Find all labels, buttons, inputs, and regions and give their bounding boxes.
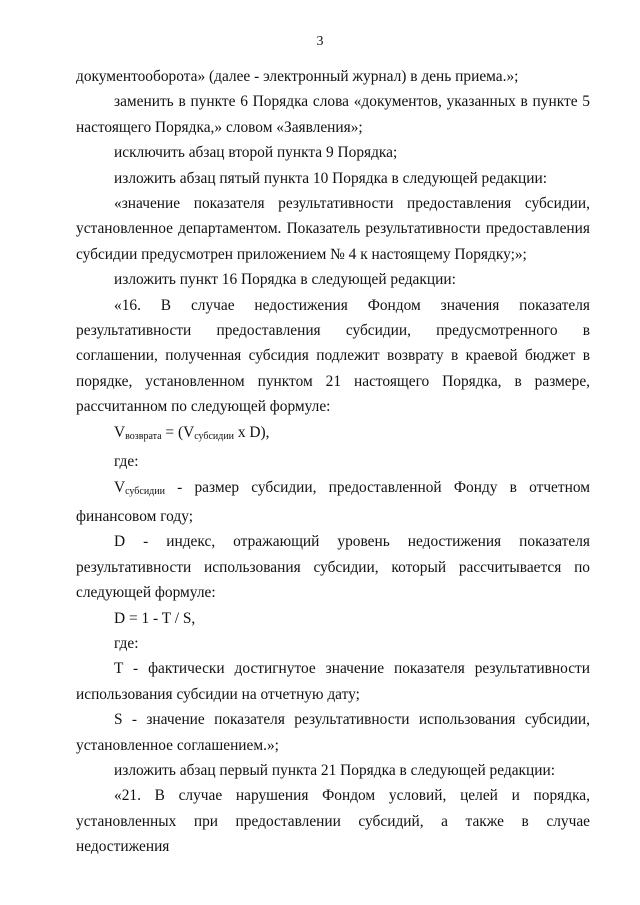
paragraph: «значение показателя результативности предоставления субсидии, установленное департаментом. Показатель результативности предоставления субсидии предусмотрен приложением № 4 к настоящему Порядку;»; [76, 195, 590, 263]
paragraph: заменить в пункте 6 Порядка слова «документов, указанных в пункте 5 настоящего Порядка,» словом «Заявления»; [76, 93, 590, 136]
paragraph: «16. В случае недостижения Фондом значения показателя результативности предоставления субсидии, предусмотренного в соглашении, полученная субсидия подлежит возврату в краевой бюджет в порядке, установленном пунктом 21 настоящего Порядка, в размере, рассчитанном по следующей формуле: [76, 296, 590, 416]
definition-text: - размер субсидии, предоставленной Фонду в отчетном финансовом году; [76, 478, 590, 525]
formula-d: D = 1 - T / S, [114, 609, 196, 627]
where-label: где: [114, 634, 139, 652]
paragraph: изложить абзац первый пункта 21 Порядка в следующей редакции: [114, 761, 555, 779]
definition-s: S - значение показателя результативности использования субсидии, установленное соглашением.»; [76, 711, 590, 754]
formula-symbol: V [114, 478, 126, 496]
formula-refund [76, 420, 590, 449]
formula-text: = (V [161, 423, 195, 441]
paragraph: документооборота» (далее - электронный журнал) в день приема.»; [76, 68, 519, 85]
document-body [76, 64, 590, 860]
formula-symbol: V [114, 423, 126, 441]
formula-text: x D), [234, 423, 270, 441]
page-number: 3 [316, 34, 324, 49]
formula-subscript: субсидии [125, 485, 165, 497]
paragraph: изложить абзац пятый пункта 10 Порядка в следующей редакции: [114, 169, 547, 187]
formula-subscript: субсидии [194, 430, 235, 442]
paragraph: исключить абзац второй пункта 9 Порядка; [114, 144, 398, 162]
paragraph: изложить пункт 16 Порядка в следующей редакции: [114, 271, 456, 289]
formula-subscript: возврата [125, 430, 162, 442]
where-label: где: [114, 453, 139, 471]
definition-v-subsidy [76, 475, 590, 530]
definition-t: T - фактически достигнутое значение показателя результативности использования субсидии на отчетную дату; [76, 660, 590, 703]
paragraph: «21. В случае нарушения Фондом условий, целей и порядка, установленных при предоставлении субсидий, а также в случае недостижения [76, 787, 590, 856]
definition-d: D - индекс, отражающий уровень недостижения показателя результативности использования субсидии, который рассчитывается по следующей формуле: [76, 533, 590, 602]
